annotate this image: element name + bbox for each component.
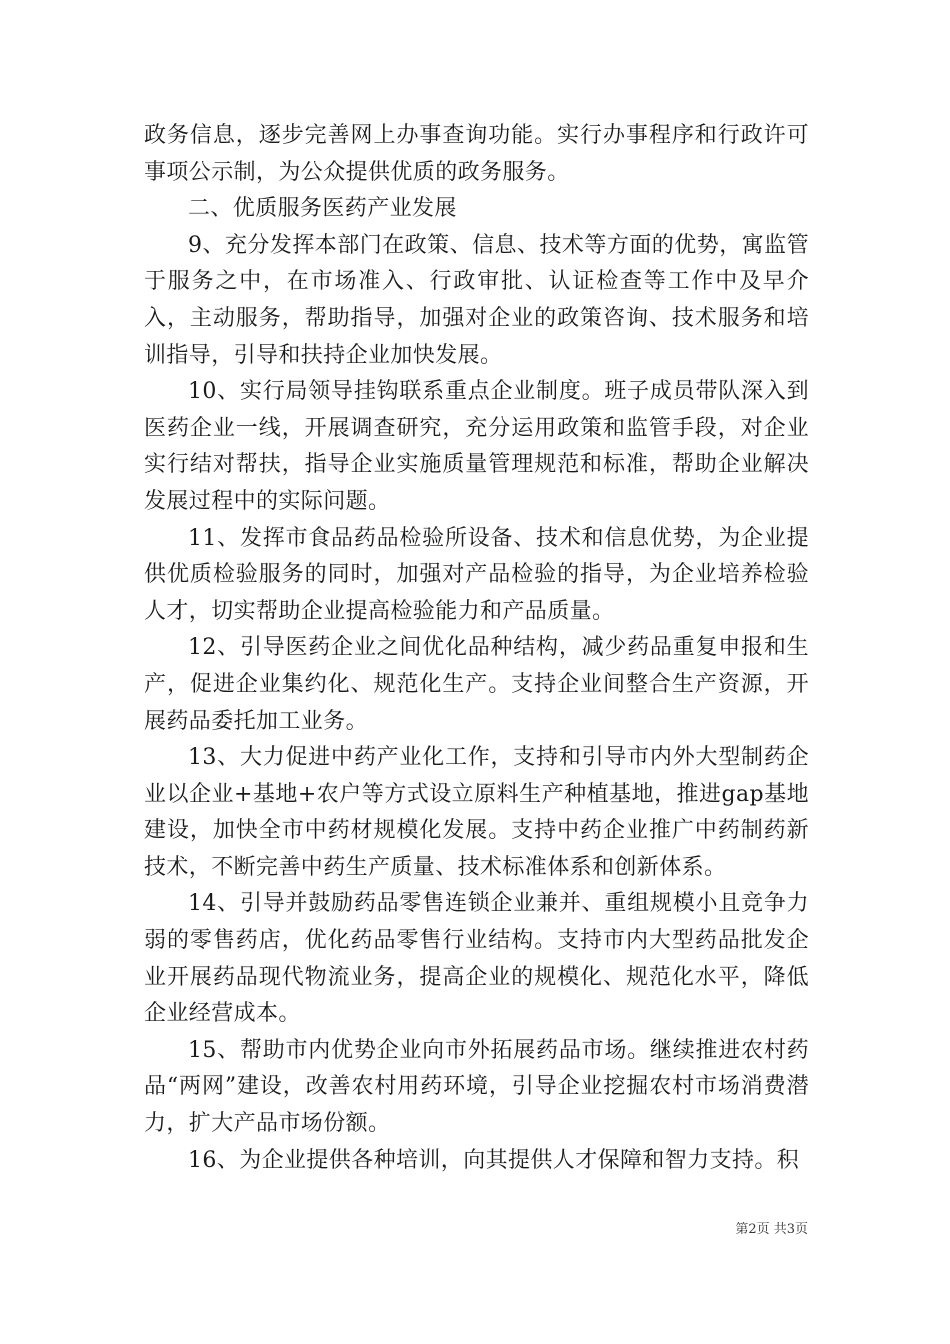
paragraph-item-10: 10、实行局领导挂钩联系重点企业制度。班子成员带队深入到医药企业一线，开展调查研究，充分运用政策和监管手段，对企业实行结对帮扶，指导企业实施质量管理规范和标准，帮助企业解决发展过程中的实际问题。 [144,379,809,514]
section-heading: 二、优质服务医药产业发展 [188,196,457,222]
paragraph-item-11: 11、发挥市食品药品检验所设备、技术和信息优势，为企业提供优质检验服务的同时，加强对产品检验的指导，为企业培养检验人才，切实帮助企业提高检验能力和产品质量。 [144,525,809,624]
document-body [144,118,809,1179]
paragraph-item-14: 14、引导并鼓励药品零售连锁企业兼并、重组规模小且竞争力弱的零售药店，优化药品零售行业结构。支持市内大型药品批发企业开展药品现代物流业务，提高企业的规模化、规范化水平，降低企业经营成本。 [144,891,809,1027]
paragraph-item-12: 12、引导医药企业之间优化品种结构，减少药品重复申报和生产，促进企业集约化、规范化生产。支持企业间整合生产资源，开展药品委托加工业务。 [144,635,809,734]
paragraph-continuation: 政务信息，逐步完善网上办事查询功能。实行办事程序和行政许可事项公示制，为公众提供优质的政务服务。 [144,123,809,185]
paragraph-item-13: 13、大力促进中药产业化工作，支持和引导市内外大型制药企业以企业+基地+农户等方式设立原料生产种植基地，推进gap基地建设，加快全市中药材规模化发展。支持中药企业推广中药制药新技术，不断完善中药生产质量、技术标准体系和创新体系。 [144,745,809,880]
paragraph-item-16: 16、为企业提供各种培训，向其提供人才保障和智力支持。积 [188,1147,800,1173]
page-number-footer: 第2页 共3页 [735,1222,808,1237]
paragraph-item-15: 15、帮助市内优势企业向市外拓展药品市场。继续推进农村药品“两网”建设，改善农村用药环境，引导企业挖掘农村市场消费潜力，扩大产品市场份额。 [144,1037,809,1137]
paragraph-item-9: 9、充分发挥本部门在政策、信息、技术等方面的优势，寓监管于服务之中，在市场准入、行政审批、认证检查等工作中及早介入，主动服务，帮助指导，加强对企业的政策咨询、技术服务和培训指导，引导和扶持企业加快发展。 [144,232,809,368]
